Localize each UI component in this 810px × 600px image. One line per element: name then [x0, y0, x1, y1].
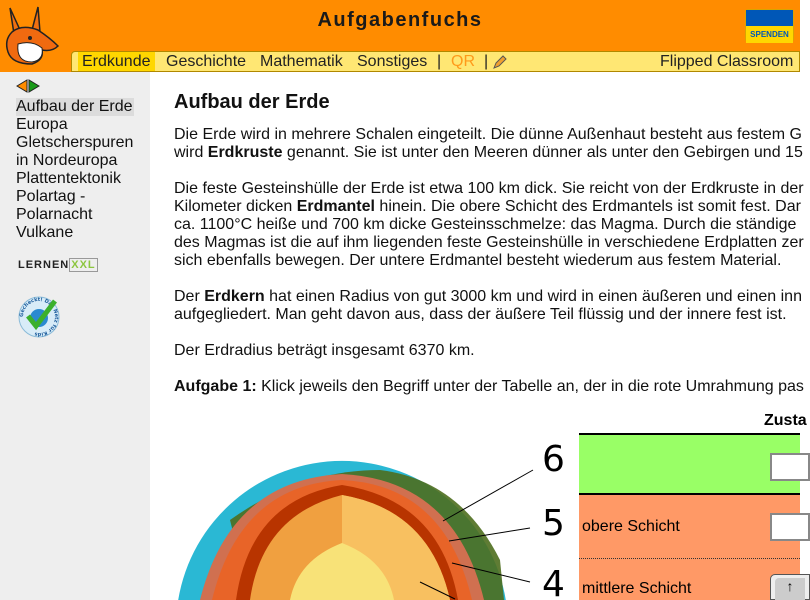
row-label: mittlere Schicht [582, 580, 692, 597]
nav-geschichte[interactable]: Geschichte [166, 53, 247, 70]
pointer-line-6 [443, 470, 533, 521]
sidebar [0, 72, 150, 600]
answer-input[interactable] [770, 513, 810, 541]
sidebar-item-aufbau-der-erde[interactable]: Aufbau der Erde [16, 98, 133, 115]
table-header: Zusta [764, 412, 807, 429]
up-arrow-icon: ↑ [775, 578, 805, 600]
layers-table [579, 400, 807, 600]
nav-flipped-classroom[interactable]: Flipped Classroom [660, 53, 794, 70]
table-row [579, 495, 800, 559]
up-button[interactable] [770, 574, 810, 600]
paragraph-erdkruste: Die Erde wird in mehrere Schalen eingeteilt. Die dünne Außenhaut besteht aus festem G wird Erdkruste genannt. Sie ist unter den Meeren dünner als unter den Gebirgen und 15 [174, 126, 803, 161]
nav-erdkunde[interactable]: Erdkunde [78, 52, 155, 71]
paragraph-erdmantel: Die feste Gesteinshülle der Erde ist etwa 100 km dick. Sie reicht von der Erdkruste in der Kilometer dicken Erdmantel hinein. Die obere Schicht des Erdmantels ist somit fest. Dar ca. 1100°C heiße und 700 km dicke Gesteinsschmelze: das Magma. Durch die ständige des Magmas ist die auf ihm liegenden feste Gesteinshülle in verschiedene Erdplatten zer sich ebenfalls bewegen. Der untere Erdmantel besteht wiederum aus festem Material. [174, 180, 804, 269]
main-nav [71, 51, 800, 72]
nav-separator: | [484, 53, 489, 70]
earth-layers-diagram [160, 420, 579, 600]
donate-label: SPENDEN [746, 26, 793, 43]
label-4: 4 [542, 564, 565, 600]
page-title: Aufbau der Erde [174, 91, 330, 113]
sidebar-item-europa[interactable]: Europa [16, 116, 68, 133]
site-title: Aufgabenfuchs [317, 9, 483, 31]
label-6: 6 [542, 439, 565, 480]
sidebar-item-gletscherspuren-2[interactable]: in Nordeuropa [16, 152, 118, 169]
sidebar-item-gletscherspuren[interactable]: Gletscherspuren [16, 134, 134, 151]
paragraph-erdkern: Der Erdkern hat einen Radius von gut 3000 km und wird in einen äußeren und einen inn aufgegliedert. Man geht davon aus, dass der äußere Teil flüssig und der innere fest ist. [174, 288, 802, 323]
nav-qr[interactable]: QR [451, 53, 475, 70]
nav-separator: | [437, 53, 442, 70]
nav-mathematik[interactable]: Mathematik [260, 53, 343, 70]
answer-input[interactable] [770, 453, 810, 481]
row-label: obere Schicht [582, 518, 680, 535]
sidebar-item-plattentektonik[interactable]: Plattentektonik [16, 170, 121, 187]
pencil-icon[interactable] [491, 54, 507, 75]
table-row [579, 559, 800, 600]
donate-button[interactable] [745, 9, 794, 42]
paragraph-erdradius: Der Erdradius beträgt insgesamt 6370 km. [174, 342, 475, 359]
sidebar-item-vulkane[interactable]: Vulkane [16, 224, 74, 241]
sidebar-item-polartag[interactable]: Polartag - [16, 188, 86, 205]
prev-next-arrows-icon[interactable] [16, 80, 40, 92]
task-instruction: Aufgabe 1: Klick jeweils den Begriff unter der Tabelle an, der in die rote Umrahmung pas [174, 378, 804, 395]
sidebar-item-polartag-2[interactable]: Polarnacht [16, 206, 93, 223]
header [0, 0, 800, 72]
gecheckt-badge[interactable] [17, 294, 61, 338]
main-content [174, 90, 804, 414]
nav-sonstiges[interactable]: Sonstiges [357, 53, 428, 70]
lernenxxl-logo[interactable]: LERNEN XXL [18, 259, 96, 271]
badge-text: Gecheckt! Das Netz für Kids [18, 296, 60, 338]
table-row [579, 433, 800, 495]
label-5: 5 [542, 503, 565, 544]
